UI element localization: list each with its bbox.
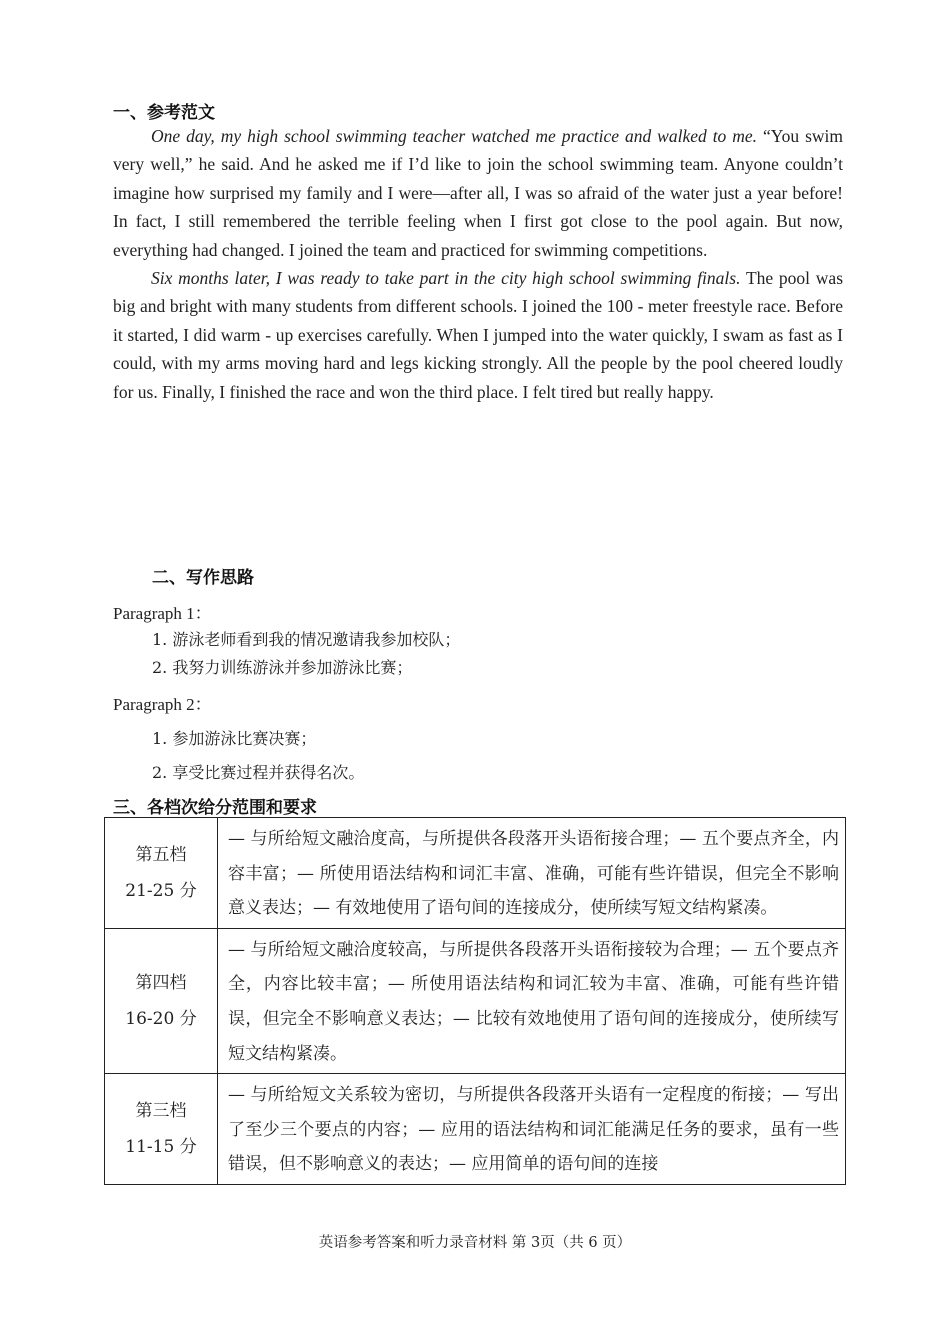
rubric-level-name: 第三档 — [135, 1101, 187, 1122]
page-footer: 英语参考答案和听力录音材料 第 3页（共 6 页） — [318, 1235, 632, 1251]
rubric-level-name: 第五档 — [135, 844, 187, 865]
rubric-description: — 与所给短文融洽度较高，与所提供各段落开头语衔接较为合理；— 五个要点齐全，内容比较丰富；— 所使用语法结构和词汇较为丰富、准确，可能有些许错误，但完全不影响意义表达；— 比较有效地使用了语句间的连接成分，使所续写短文结构紧凑。 — [218, 928, 846, 1073]
rubric-description: — 与所给短文关系较为密切，与所提供各段落开头语有一定程度的衔接；— 写出了至少三个要点的内容；— 应用的语法结构和词汇能满足任务的要求，虽有一些错误，但不影响意义的表达；— 应用简单的语句间的连接 — [218, 1074, 846, 1185]
essay-paragraph-2 — [113, 264, 843, 406]
paragraph-1-label: Paragraph 1： — [113, 604, 212, 623]
rubric-row — [105, 1074, 846, 1185]
rubric-row — [105, 928, 846, 1073]
paragraph-1-point-1: 1. 游泳老师看到我的情况邀请我参加校队； — [152, 630, 461, 649]
rubric-level-cell — [105, 818, 218, 929]
rubric-level-cell — [105, 1074, 218, 1185]
scoring-rubric-table — [104, 817, 846, 1185]
rubric-description: — 与所给短文融洽度高，与所提供各段落开头语衔接合理；— 五个要点齐全，内容丰富；— 所使用语法结构和词汇丰富、准确，可能有些许错误，但完全不影响意义表达；— 有效地使用了语句间的连接成分，使所续写短文结构紧凑。 — [218, 818, 846, 929]
rubric-score-range: 11-15 分 — [125, 1137, 197, 1158]
essay-paragraph-1-opening: One day, my high school swimming teacher watched me practice and walked to me. — [151, 126, 758, 146]
section-heading-scoring-levels: 三、各档次给分范围和要求 — [113, 798, 317, 818]
section-heading-writing-ideas: 二、写作思路 — [152, 568, 254, 588]
rubric-level-cell — [105, 928, 218, 1073]
rubric-score-range: 16-20 分 — [125, 1008, 197, 1029]
essay-paragraph-1-body: “You swim very well,” he said. And he asked me if I’d like to join the school swimming team. Anyone couldn’t imagine how surprised my family and I were—after all, I was so afraid of the water just a year before! In fact, I still remembered the terrible feeling when I first got close to the pool again. But now, everything had changed. I joined the team and practiced for swimming competitions. — [113, 126, 843, 260]
rubric-score-range: 21-25 分 — [125, 880, 197, 901]
section-heading-sample-essay: 一、参考范文 — [113, 103, 215, 123]
essay-paragraph-2-opening: Six months later, I was ready to take part in the city high school swimming finals. — [151, 268, 741, 289]
paragraph-1-point-2: 2. 我努力训练游泳并参加游泳比赛； — [152, 658, 413, 677]
paragraph-2-point-1: 1. 参加游泳比赛决赛； — [152, 729, 317, 748]
sample-essay — [113, 122, 843, 406]
rubric-row — [105, 818, 846, 929]
paragraph-2-label: Paragraph 2： — [113, 695, 212, 714]
essay-paragraph-2-body: The pool was big and bright with many students from different schools. I joined the 100 - meter freestyle race. Before it started, I did warm - up exercises carefully. When I jumped into the water quickly, I swam as fast as I could, with my arms moving hard and legs kicking strongly. All the people by the pool cheered loudly for us. Finally, I finished the race and won the third place. I felt tired but really happy. — [113, 268, 844, 402]
paragraph-2-point-2: 2. 享受比赛过程并获得名次。 — [152, 763, 365, 782]
rubric-level-name: 第四档 — [135, 972, 187, 993]
essay-paragraph-1 — [113, 122, 843, 264]
